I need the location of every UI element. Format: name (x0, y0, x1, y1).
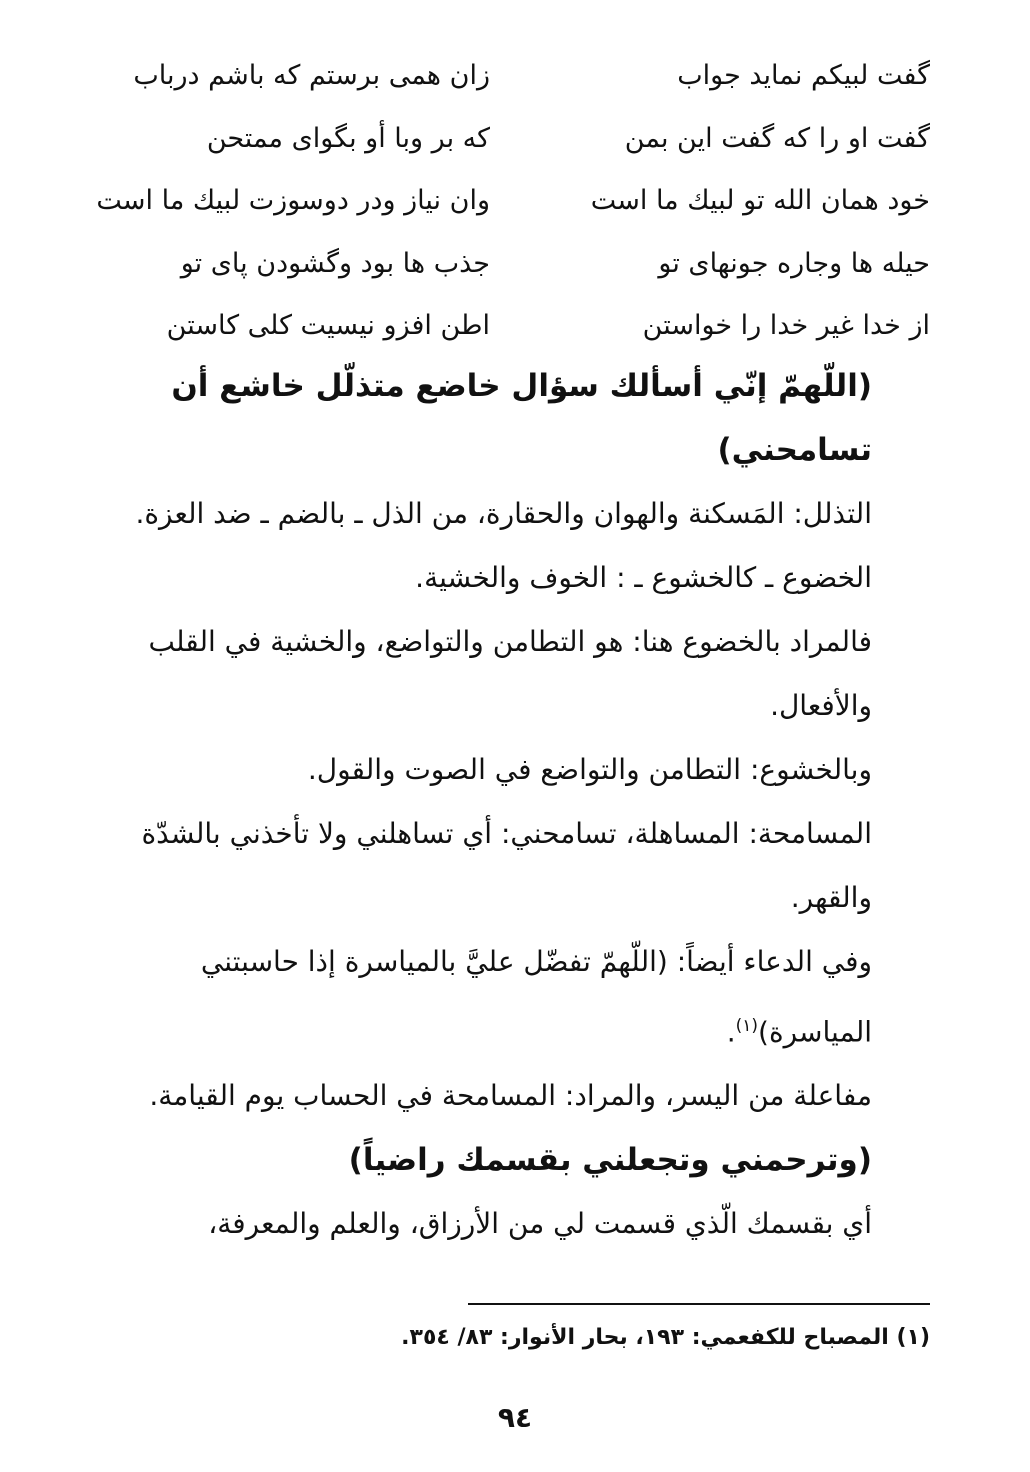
paragraph: فالمراد بالخضوع هنا: هو التطامن والتواضع، والخشية في القلب والأفعال. (148, 625, 872, 722)
footnote: (١) المصباح للكفعمي: ١٩٣، بحار الأنوار: ٨٣/ ٣٥٤. (401, 1325, 930, 1350)
page-number: ٩٤ (497, 1401, 533, 1434)
paragraph: الخضوع ـ كالخشوع ـ : الخوف والخشية. (415, 561, 872, 594)
verse-second-hemistich: زان همی برستم كه باشم درباب (133, 60, 490, 91)
verse-line (100, 115, 930, 178)
paragraph: التذلل: المَسكنة والهوان والحقارة، من الذل ـ بالضم ـ ضد العزة. (135, 497, 872, 530)
footnote-ref[interactable]: (١) (735, 1016, 759, 1036)
verse-first-hemistich: خود همان الله تو لبيك ما است (590, 185, 930, 216)
verse-second-hemistich: كه بر وبا أو بگوای ممتحن (206, 122, 490, 154)
paragraph: المسامحة: المساهلة، تسامحني: أي تساهلني ولا تأخذني بالشدّة والقهر. (141, 817, 872, 914)
poem-verses (96, 52, 930, 365)
paragraph: وبالخشوع: التطامن والتواضع في الصوت والقول. (307, 753, 872, 786)
sentence-end: . (726, 1015, 736, 1049)
section-heading: (وترحمني وتجعلني بقسمك راضياً) (348, 1142, 872, 1179)
paragraph: مفاعلة من اليسر، والمراد: المسامحة في الحساب يوم القيامة. (149, 1079, 872, 1113)
paragraph (100, 930, 930, 1064)
verse-first-hemistich: گفت لبيكم نمايد جواب (677, 60, 930, 91)
section-heading: (اللّهمّ إنّي أسألك سؤال خاضع متذلّل خاشع أن تسامحني) (171, 368, 872, 468)
verse-second-hemistich: وان نياز ودر دوسوزت لبيك ما است (96, 185, 490, 216)
quote-text: وفي الدعاء أيضاً: (اللّهمّ تفضّل عليَّ بالمياسرة إذا حاسبتني المياسرة) (200, 945, 872, 1049)
verse-second-hemistich: جذب ها بود وگشودن پای تو (180, 247, 490, 279)
verse-second-hemistich: اطن افزو نيسيت كلی كاستن (166, 310, 490, 341)
verse-line (96, 177, 930, 240)
verse-first-hemistich: از خدا غير خدا را خواستن (642, 310, 930, 341)
verse-first-hemistich: گفت او را كه گفت اين بمن (624, 122, 930, 154)
verse-line (100, 52, 930, 115)
main-text (100, 354, 930, 1256)
footnote-divider (468, 1303, 930, 1305)
verse-line (100, 240, 930, 303)
verse-first-hemistich: حيله ها وجاره جونهای تو (658, 247, 930, 279)
paragraph: أي بقسمك الّذي قسمت لي من الأرزاق، والعلم والمعرفة، (208, 1207, 872, 1241)
